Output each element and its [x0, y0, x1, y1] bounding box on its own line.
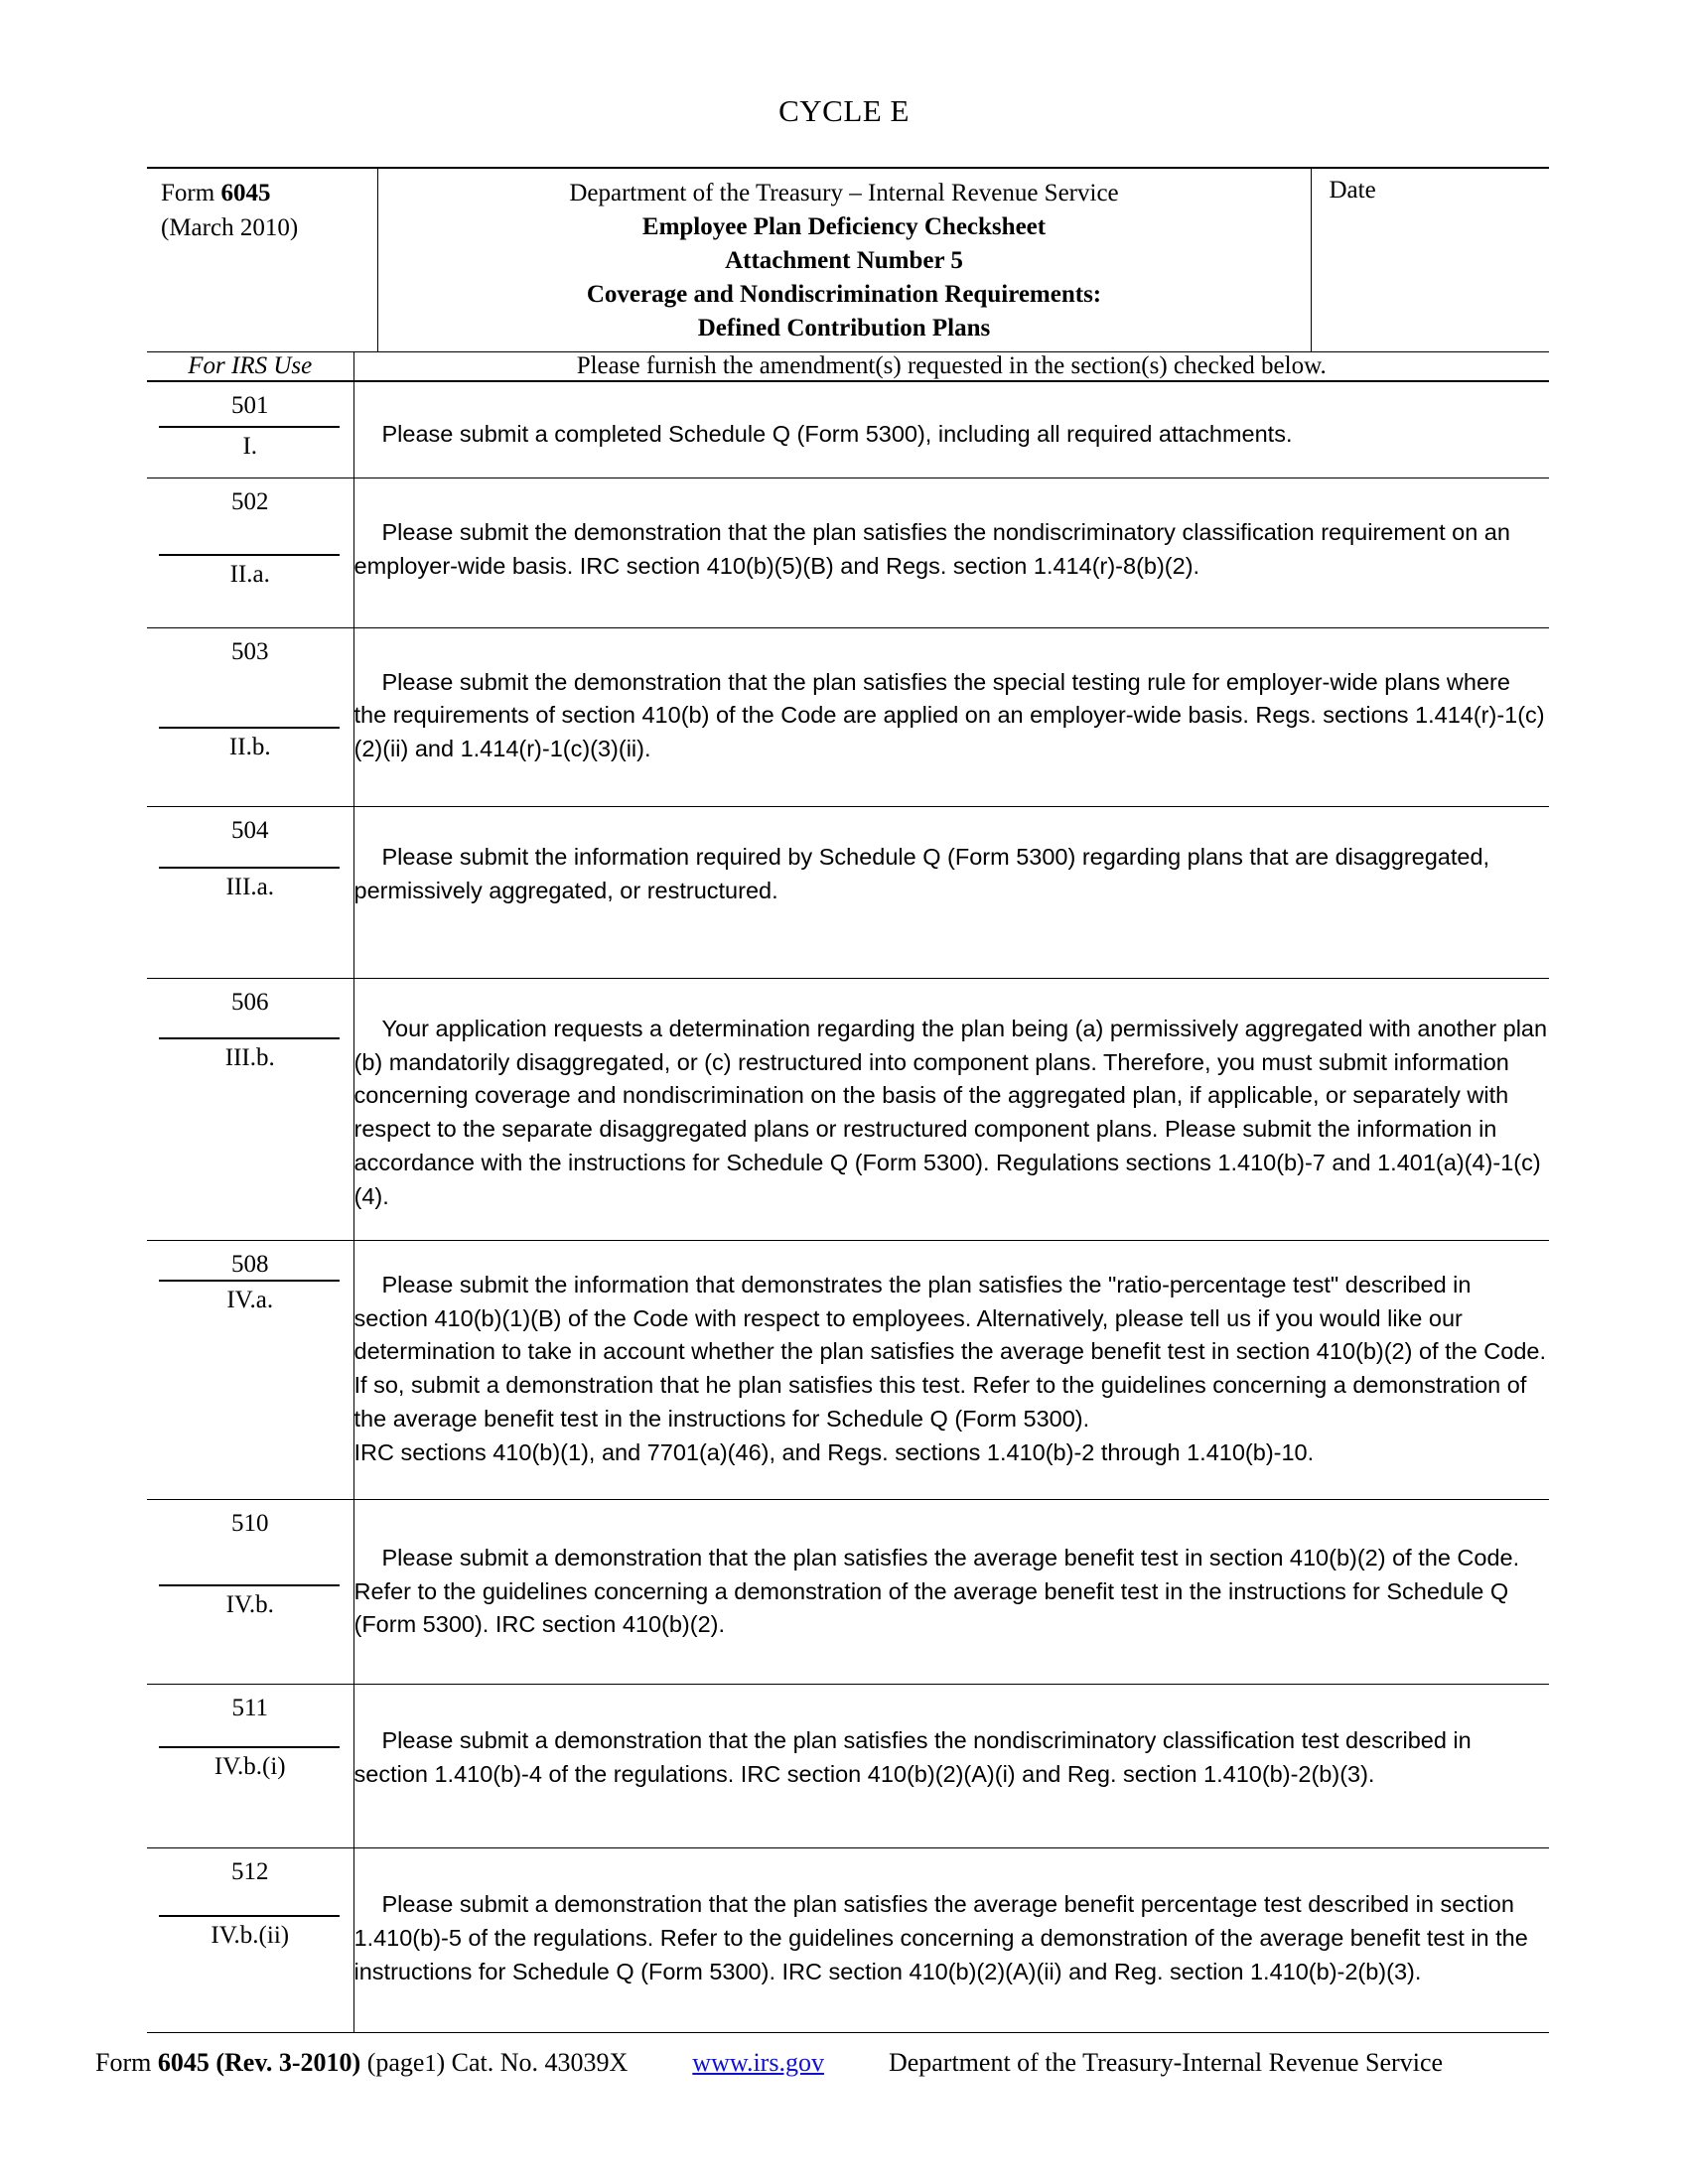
item-roman-numeral: IV.a. — [226, 1287, 274, 1314]
form-number: 6045 — [220, 180, 271, 206]
table-row — [147, 627, 1549, 806]
item-code-number: 506 — [231, 988, 269, 1016]
footer-form-revision: 6045 (Rev. 3-2010) — [157, 2048, 361, 2077]
item-body-cell — [353, 1685, 1549, 1848]
item-code-cell[interactable] — [147, 1685, 353, 1848]
item-code-number: 510 — [231, 1509, 269, 1537]
footer-agency: Department of the Treasury-Internal Revenue Service — [888, 2048, 1444, 2077]
item-roman-numeral: II.b. — [228, 734, 271, 761]
table-row — [147, 1499, 1549, 1684]
footer-page-open: (page — [366, 2048, 425, 2077]
footer-page-close: ) — [436, 2048, 446, 2077]
cycle-banner: CYCLE E — [778, 93, 910, 128]
item-roman-numeral: IV.b.(ii) — [211, 1922, 290, 1950]
footer-form-label: Form — [95, 2048, 152, 2077]
item-roman-numeral: I. — [242, 432, 258, 460]
item-roman-numeral: III.a. — [225, 873, 275, 900]
irs-use-row — [147, 352, 1549, 382]
item-text: Please submit a demonstration that the plan satisfies the nondiscriminatory classification test described in section 1.410(b)-4 of the regulations. IRC section 410(b)(2)(A)(i) and Reg. section 1.410(b)-2(b)(3). — [353, 1727, 1472, 1788]
item-code-cell[interactable] — [147, 1499, 353, 1684]
date-field-cell[interactable] — [1311, 169, 1549, 352]
form-title-line-3: Coverage and Nondiscrimination Requirements: — [586, 281, 1102, 308]
item-code-number: 502 — [231, 488, 269, 515]
item-code-cell[interactable] — [147, 1240, 353, 1499]
item-text: Please submit the demonstration that the plan satisfies the nondiscriminatory classification requirement on an employer-wide basis. IRC section 410(b)(5)(B) and Regs. section 1.414(r)-8(b)(2). — [353, 519, 1510, 579]
item-code-number: 508 — [231, 1250, 269, 1278]
item-text: Please submit a demonstration that the plan satisfies the average benefit percentage test described in section 1.410(b)-5 of the regulations. Refer to the guidelines concerning a demonstration of the average benefit test in the instructions for Schedule Q (Form 5300). IRC section 410(b)(2)(A)(ii) and Reg. section 1.410(b)-2(b)(3). — [353, 1890, 1528, 1984]
form-title-cell — [377, 169, 1311, 352]
item-roman-numeral: IV.b.(i) — [213, 1752, 286, 1780]
item-code-number: 512 — [231, 1857, 269, 1885]
item-text: Your application requests a determination regarding the plan being (a) permissively aggregated with another plan (b) mandatorily disaggregated, or (c) restructured into component plans. Therefore, you must submit information concerning coverage and nondiscrimination on the basis of the aggregated plan, if applicable, or separately with respect to the separate disaggregated plans or restructured component plans. Please submit the information in accordance with the instructions for Schedule Q (Form 5300). Regulations sections 1.410(b)-7 and 1.401(a)(4)-1(c)(4). — [353, 1015, 1548, 1209]
item-code-cell[interactable] — [147, 381, 353, 478]
table-row — [147, 478, 1549, 628]
table-row — [147, 1847, 1549, 2032]
item-text-continued: IRC sections 410(b)(1), and 7701(a)(46), and Regs. sections 1.410(b)-2 through 1.410(b)-10. — [353, 1438, 1315, 1465]
item-body-cell — [353, 807, 1549, 979]
item-code-cell[interactable] — [147, 978, 353, 1240]
item-code-cell[interactable] — [147, 627, 353, 806]
item-body-cell — [353, 627, 1549, 806]
item-body-cell — [353, 1499, 1549, 1684]
item-roman-numeral: III.b. — [224, 1044, 275, 1072]
item-roman-numeral: IV.b. — [225, 1591, 274, 1619]
item-text: Please submit a completed Schedule Q (Form 5300), including all required attachments. — [381, 421, 1293, 447]
item-text: Please submit the information that demonstrates the plan satisfies the "ratio-percentage test" described in section 410(b)(1)(B) of the Code with respect to employees. Alternatively, please tell us if you would like our determination to take in account whether the plan satisfies the average benefit test in section 410(b)(2) of the Code. If so, submit a demonstration that he plan satisfies this test. Refer to the guidelines concerning a demonstration of the average benefit test in the instructions for Schedule Q (Form 5300). — [353, 1271, 1547, 1433]
for-irs-use-label: For IRS Use — [147, 352, 353, 382]
form-title-line-4: Defined Contribution Plans — [697, 315, 991, 341]
item-code-cell[interactable] — [147, 478, 353, 628]
table-row — [147, 381, 1549, 478]
table-row — [147, 978, 1549, 1240]
item-text: Please submit the demonstration that the plan satisfies the special testing rule for employer-wide plans where the requirements of section 410(b) of the Code are applied on an employer-wide basis. Regs. sections 1.414(r)-1(c)(2)(ii) and 1.414(r)-1(c)(3)(ii). — [353, 668, 1545, 762]
item-body-cell — [353, 1847, 1549, 2032]
item-code-number: 511 — [231, 1695, 269, 1722]
item-code-number: 501 — [231, 392, 269, 419]
footer-page-number: 1 — [424, 2051, 437, 2077]
form-title-line-1: Employee Plan Deficiency Checksheet — [641, 213, 1047, 240]
item-body-cell — [353, 478, 1549, 628]
item-body-cell — [353, 978, 1549, 1240]
form-revision-date: (March 2010) — [161, 213, 299, 241]
item-code-number: 503 — [231, 637, 269, 665]
item-code-cell[interactable] — [147, 807, 353, 979]
deficiency-checksheet-table — [147, 167, 1549, 2033]
page-footer — [95, 2047, 1605, 2079]
item-text: Please submit a demonstration that the plan satisfies the average benefit test in section 410(b)(2) of the Code. Refer to the guidelines concerning a demonstration of the average benefit test in the instructions for Schedule Q (Form 5300). IRC section 410(b)(2). — [353, 1544, 1520, 1638]
item-code-cell[interactable] — [147, 1847, 353, 2032]
form-title-line-2: Attachment Number 5 — [725, 247, 963, 274]
item-body-cell — [353, 381, 1549, 478]
form-label: Form — [161, 180, 215, 206]
irs-website-link[interactable]: www.irs.gov — [692, 2048, 824, 2077]
form-header-row — [147, 168, 1549, 352]
date-label: Date — [1329, 177, 1376, 204]
agency-line: Department of the Treasury – Internal Revenue Service — [569, 180, 1119, 206]
footer-catalog-number: Cat. No. 43039X — [451, 2048, 629, 2077]
table-row — [147, 1240, 1549, 1499]
item-text: Please submit the information required by Schedule Q (Form 5300) regarding plans that are disaggregated, permissively aggregated, or restructured. — [353, 844, 1490, 903]
form-identification-cell — [147, 169, 377, 352]
table-row — [147, 1685, 1549, 1848]
item-code-number: 504 — [231, 817, 269, 845]
item-roman-numeral: II.a. — [229, 560, 270, 588]
furnish-instruction: Please furnish the amendment(s) requested in the section(s) checked below. — [353, 352, 1549, 382]
item-body-cell — [353, 1240, 1549, 1499]
table-row — [147, 807, 1549, 979]
